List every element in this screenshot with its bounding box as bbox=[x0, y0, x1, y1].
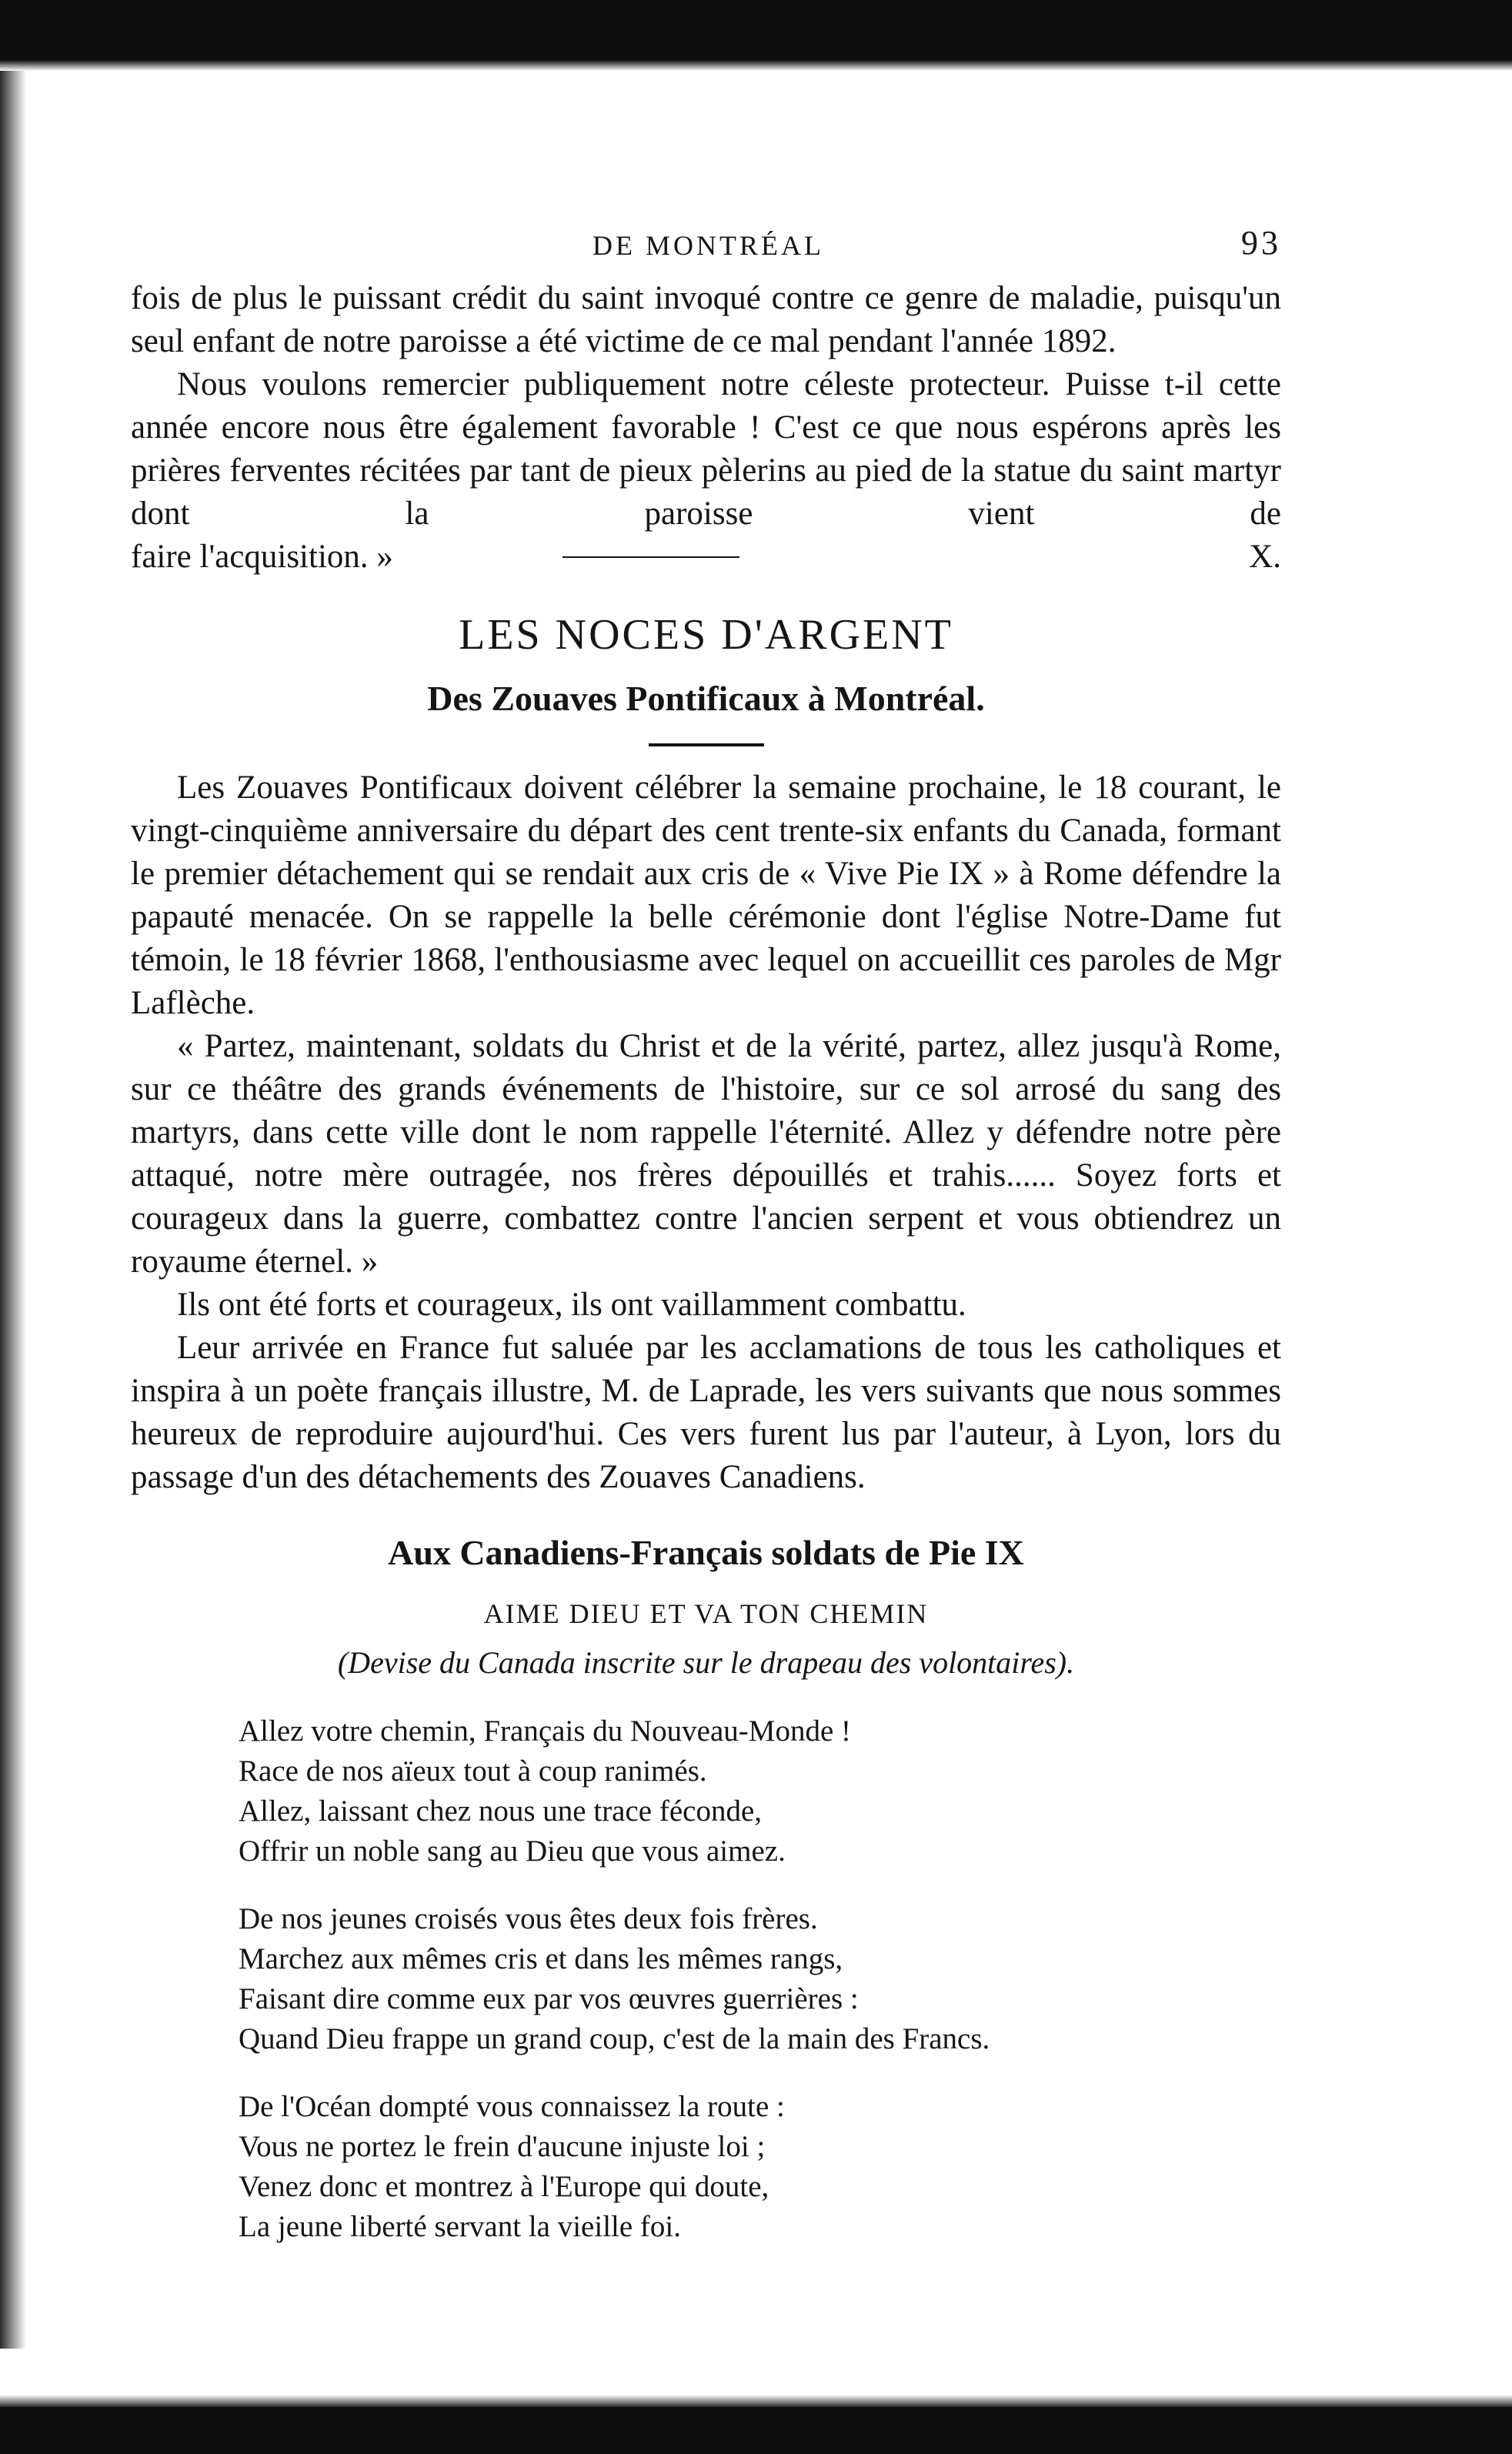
poem-line: Allez votre chemin, Français du Nouveau-Monde ! bbox=[239, 1714, 851, 1748]
poem-line: Faisant dire comme eux par vos œuvres guerrières : bbox=[239, 1982, 859, 2015]
poem-line: Venez donc et montrez à l'Europe qui doute, bbox=[239, 2170, 769, 2203]
continuation-paragraph-2: Nous voulons remercier publiquement notre céleste protecteur. Puisse t-il cette année encore nous être également favorable ! C'est ce que nous espérons après les prières ferventes récitées par tant de pieux pèlerins au pied de la statue du saint martyr dont la paroisse vient de bbox=[131, 366, 1281, 532]
poem-line: Vous ne portez le frein d'aucune injuste loi ; bbox=[239, 2130, 766, 2163]
scan-border-bottom bbox=[0, 2407, 1512, 2454]
poem-title: Aux Canadiens-Français soldats de Pie IX bbox=[388, 1533, 1024, 1572]
poem-line: Race de nos aïeux tout à coup ranimés. bbox=[239, 1755, 707, 1788]
scan-border-top bbox=[0, 0, 1512, 69]
poem-line: De l'Océan dompté vous connaissez la route : bbox=[239, 2090, 785, 2123]
title-rule bbox=[649, 743, 764, 746]
continuation-paragraph-1: fois de plus le puissant crédit du saint invoqué contre ce genre de maladie, puisqu'un seul enfant de notre paroisse a été victime de ce mal pendant l'année 1892. bbox=[131, 280, 1281, 359]
section-divider bbox=[562, 556, 739, 558]
page bbox=[131, 223, 1281, 2247]
scan-border-top-edge bbox=[0, 60, 1512, 71]
article-paragraph: « Partez, maintenant, soldats du Christ et de la vérité, partez, allez jusqu'à Rome, sur ce théâtre des grands événements de l'histoire, sur ce sol arrosé du sang des martyrs, dans cette ville dont le nom rappelle l'éternité. Allez y défendre notre père attaqué, notre mère outragée, nos frères dépouillés et trahis...... Soyez forts et courageux dans la guerre, combattez contre l'ancien serpent et vous obtiendrez un royaume éternel. » bbox=[131, 1028, 1281, 1280]
author-signature: X. bbox=[1249, 539, 1281, 575]
running-head bbox=[131, 223, 1281, 277]
article-paragraph: Les Zouaves Pontificaux doivent célébrer la semaine prochaine, le 18 courant, le vingt-cinquième anniversaire du départ des cent trente-six enfants du Canada, formant le premier détachement qui se rendait aux cris de « Vive Pie IX » à Rome défendre la papauté menacée. On se rappelle la belle cérémonie dont l'église Notre-Dame fut témoin, le 18 février 1868, l'enthousiasme avec lequel on accueillit ces paroles de Mgr Laflèche. bbox=[131, 770, 1281, 1021]
poem-stanza bbox=[131, 1899, 1281, 2059]
poem-stanza bbox=[131, 1711, 1281, 1871]
continuation-last-line: faire l'acquisition. » bbox=[131, 539, 393, 575]
page-number: 93 bbox=[1241, 224, 1281, 262]
article-paragraph: Ils ont été forts et courageux, ils ont vaillamment combattu. bbox=[177, 1287, 966, 1323]
poem-stanza bbox=[131, 2087, 1281, 2247]
poem-epigraph: AIME DIEU ET VA TON CHEMIN bbox=[483, 1598, 929, 1629]
poem-line: La jeune liberté servant la vieille foi. bbox=[239, 2210, 682, 2243]
continuation-closing-line bbox=[131, 536, 1281, 579]
poem-line: Allez, laissant chez nous une trace féconde, bbox=[239, 1795, 763, 1828]
article-title: LES NOCES D'ARGENT bbox=[459, 611, 953, 659]
article-subtitle: Des Zouaves Pontificaux à Montréal. bbox=[427, 679, 985, 718]
poem-line: Marchez aux mêmes cris et dans les mêmes rangs, bbox=[239, 1942, 843, 1975]
scan-border-left bbox=[0, 71, 26, 2349]
poem-line: Offrir un noble sang au Dieu que vous aimez. bbox=[239, 1835, 786, 1868]
running-head-title: DE MONTRÉAL bbox=[592, 230, 824, 261]
poem-line: De nos jeunes croisés vous êtes deux fois frères. bbox=[239, 1902, 818, 1935]
poem-epigraph-note: (Devise du Canada inscrite sur le drapeau des volontaires). bbox=[337, 1645, 1075, 1680]
poem-line: Quand Dieu frappe un grand coup, c'est de la main des Francs. bbox=[239, 2022, 990, 2055]
article-paragraph: Leur arrivée en France fut saluée par les acclamations de tous les catholiques et inspira à un poète français illustre, M. de Laprade, les vers suivants que nous sommes heureux de reproduire aujourd'hui. Ces vers furent lus par l'auteur, à Lyon, lors du passage d'un des détachements des Zouaves Canadiens. bbox=[131, 1330, 1281, 1495]
